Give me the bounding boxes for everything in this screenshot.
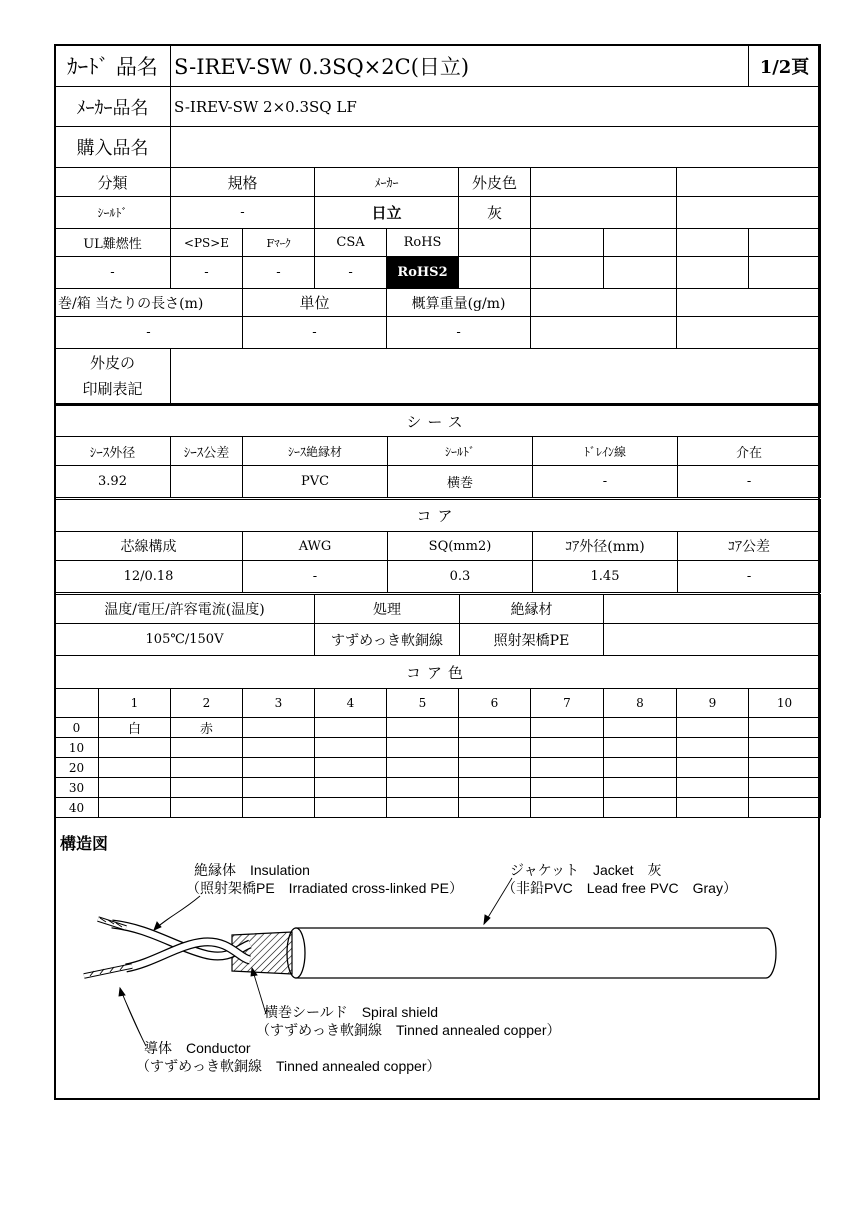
sheath-section-title: シース: [55, 406, 821, 437]
core-color-cell: [99, 778, 171, 798]
core-color-cell: [315, 758, 387, 778]
core-color-column-5: 5: [387, 689, 459, 718]
sheath-material-value: PVC: [243, 466, 388, 498]
sq-value: 0.3: [388, 561, 533, 593]
core-color-row-label: 40: [55, 798, 99, 818]
ul-header: UL難燃性: [55, 229, 171, 257]
treatment-value: すずめっき軟銅線: [315, 624, 460, 656]
weight-value: -: [387, 317, 531, 349]
core-color-cell: [387, 778, 459, 798]
core-color-cell: [677, 778, 749, 798]
csa-header: CSA: [315, 229, 387, 257]
core-color-cell: [315, 738, 387, 758]
core-color-cell: [604, 778, 677, 798]
core-color-section-title: コア色: [55, 656, 821, 689]
sheath-od-header: ｼｰｽ外径: [55, 437, 171, 466]
core-color-cell: [171, 758, 243, 778]
core-color-cell: [749, 738, 821, 758]
csa-value: -: [315, 257, 387, 289]
core-color-row-label: 20: [55, 758, 99, 778]
unit-value: -: [243, 317, 387, 349]
core-color-column-6: 6: [459, 689, 531, 718]
core-color-row-label: 30: [55, 778, 99, 798]
core-table: [54, 499, 821, 593]
jacket-color-header: 外皮色: [459, 168, 531, 197]
core-color-cell: [243, 718, 315, 738]
core-od-value: 1.45: [533, 561, 678, 593]
insulation-caption-line2: （照射架橋PE Irradiated cross-linked PE）: [186, 880, 463, 896]
core-color-cell: [604, 738, 677, 758]
jacket-shape: [296, 928, 776, 978]
core-color-cell: [749, 718, 821, 738]
core-color-row: [55, 738, 821, 758]
insulation-header: 絶縁材: [460, 595, 604, 624]
core-color-column-9: 9: [677, 689, 749, 718]
printing-label-line1: 外皮の: [89, 353, 135, 372]
printing-label: [55, 349, 171, 404]
core-color-row: [55, 778, 821, 798]
core-color-cell: [749, 798, 821, 818]
core-color-cell: [387, 798, 459, 818]
conductor-caption-line1: 導体 Conductor: [144, 1040, 251, 1056]
core-color-cell: [531, 738, 604, 758]
core-color-cell: [171, 778, 243, 798]
core-color-column-2: 2: [171, 689, 243, 718]
core-color-cell: [677, 758, 749, 778]
core-color-cell: [459, 798, 531, 818]
jacket-caption-line1: ジャケット Jacket 灰: [510, 862, 662, 878]
drain-wire-header: ﾄﾞﾚｲﾝ線: [533, 437, 678, 466]
filler-value: -: [678, 466, 821, 498]
core-od-header: ｺｱ外径(mm): [533, 532, 678, 561]
rating-value: 105℃/150V: [55, 624, 315, 656]
core-color-column-3: 3: [243, 689, 315, 718]
category-value: ｼｰﾙﾄﾞ: [55, 197, 171, 229]
purchase-name-value: [171, 127, 821, 168]
classification-table: [54, 167, 821, 349]
spec-header: 規格: [171, 168, 315, 197]
core-section-title: コア: [55, 500, 821, 532]
header-table: [54, 44, 821, 87]
sheath-tolerance-header: ｼｰｽ公差: [171, 437, 243, 466]
core-color-column-1: 1: [99, 689, 171, 718]
card-name-value: S-IREV-SW 0.3SQ×2C(日立): [171, 45, 749, 87]
shield-caption-line2: （すずめっき軟銅線 Tinned annealed copper）: [256, 1022, 561, 1038]
page-number: 1/2頁: [749, 45, 821, 87]
strand-construction-header: 芯線構成: [55, 532, 243, 561]
insulation-caption-line1: 絶縁体 Insulation: [194, 862, 310, 878]
shield-value: 横巻: [388, 466, 533, 498]
unit-header: 単位: [243, 289, 387, 317]
core-color-cell: 赤: [171, 718, 243, 738]
f-mark-header: Fﾏｰｸ: [243, 229, 315, 257]
core-color-cell: [604, 798, 677, 818]
sheath-tolerance-value: [171, 466, 243, 498]
length-header: 巻/箱 当たりの長さ(m): [55, 289, 243, 317]
f-mark-value: -: [243, 257, 315, 289]
awg-header: AWG: [243, 532, 388, 561]
category-header: 分類: [55, 168, 171, 197]
core-color-cell: [459, 758, 531, 778]
core-color-header-row: [55, 689, 821, 718]
spec-value: -: [171, 197, 315, 229]
core-color-cell: [749, 758, 821, 778]
core-color-cell: [315, 718, 387, 738]
core-color-cell: [459, 718, 531, 738]
core-color-cell: [531, 718, 604, 738]
rating-header: 温度/電圧/許容電流(温度): [55, 595, 315, 624]
treatment-header: 処理: [315, 595, 460, 624]
sheath-od-value: 3.92: [55, 466, 171, 498]
maker-name-value: S-IREV-SW 2×0.3SQ LF: [171, 87, 821, 127]
core-color-cell: [99, 758, 171, 778]
core-color-cell: [459, 738, 531, 758]
core-color-cell: [604, 718, 677, 738]
shield-caption-line1: 横巻シールド Spiral shield: [264, 1004, 438, 1020]
core-color-cell: [243, 758, 315, 778]
structure-title: 構造図: [60, 836, 109, 853]
maker-table: [54, 86, 821, 168]
pse-header: <PS>E: [171, 229, 243, 257]
core-color-cell: 白: [99, 718, 171, 738]
core-color-table: [54, 655, 821, 818]
core-color-cell: [243, 738, 315, 758]
printing-table: [54, 348, 821, 405]
core-color-cell: [243, 798, 315, 818]
pse-value: -: [171, 257, 243, 289]
core-tolerance-header: ｺｱ公差: [678, 532, 821, 561]
shield-header: ｼｰﾙﾄﾞ: [388, 437, 533, 466]
core-color-cell: [749, 778, 821, 798]
ul-value: -: [55, 257, 171, 289]
core-color-cell: [387, 738, 459, 758]
core-color-cell: [604, 758, 677, 778]
jacket-caption-line2: （非鉛PVC Lead free PVC Gray）: [502, 880, 737, 896]
core-color-cell: [171, 798, 243, 818]
core-color-cell: [99, 738, 171, 758]
sheath-material-header: ｼｰｽ絶縁材: [243, 437, 388, 466]
length-value: -: [55, 317, 243, 349]
core-color-row-label: 10: [55, 738, 99, 758]
maker-header: ﾒｰｶｰ: [315, 168, 459, 197]
core-color-cell: [531, 798, 604, 818]
strand-construction-value: 12/0.18: [55, 561, 243, 593]
core-tolerance-value: -: [678, 561, 821, 593]
sq-header: SQ(mm2): [388, 532, 533, 561]
core-color-cell: [315, 778, 387, 798]
filler-header: 介在: [678, 437, 821, 466]
core-color-row-label: 0: [55, 718, 99, 738]
insulation-value: 照射架橋PE: [460, 624, 604, 656]
core-color-cell: [387, 758, 459, 778]
core-color-row: [55, 718, 821, 738]
core-color-cell: [315, 798, 387, 818]
rohs-header: RoHS: [387, 229, 459, 257]
core-color-body: [55, 718, 821, 818]
core-color-cell: [387, 718, 459, 738]
core-color-column-10: 10: [749, 689, 821, 718]
card-name-label: ｶｰﾄﾞ 品名: [55, 45, 171, 87]
drain-wire-value: -: [533, 466, 678, 498]
core-color-cell: [459, 778, 531, 798]
core-color-cell: [171, 738, 243, 758]
awg-value: -: [243, 561, 388, 593]
core-color-row: [55, 758, 821, 778]
core-color-column-8: 8: [604, 689, 677, 718]
conductor-caption-line2: （すずめっき軟銅線 Tinned annealed copper）: [136, 1058, 441, 1074]
maker-name-label: ﾒｰｶｰ品名: [55, 87, 171, 127]
purchase-name-label: 購入品名: [55, 127, 171, 168]
core-color-cell: [677, 798, 749, 818]
printing-value: [171, 349, 821, 404]
core-color-cell: [243, 778, 315, 798]
core-color-column-7: 7: [531, 689, 604, 718]
weight-header: 概算重量(g/m): [387, 289, 531, 317]
core-color-cell: [99, 798, 171, 818]
structure-diagram: [54, 818, 820, 1100]
sheath-table: [54, 405, 821, 498]
core-color-cell: [677, 738, 749, 758]
core-color-row: [55, 798, 821, 818]
core-color-column-4: 4: [315, 689, 387, 718]
core-color-cell: [531, 758, 604, 778]
jacket-color-value: 灰: [459, 197, 531, 229]
core-color-cell: [677, 718, 749, 738]
rating-table: [54, 594, 821, 656]
core-color-cell: [531, 778, 604, 798]
rohs-badge: RoHS2: [387, 257, 459, 289]
maker-value: 日立: [315, 197, 459, 229]
printing-label-line2: 印刷表記: [82, 379, 143, 398]
